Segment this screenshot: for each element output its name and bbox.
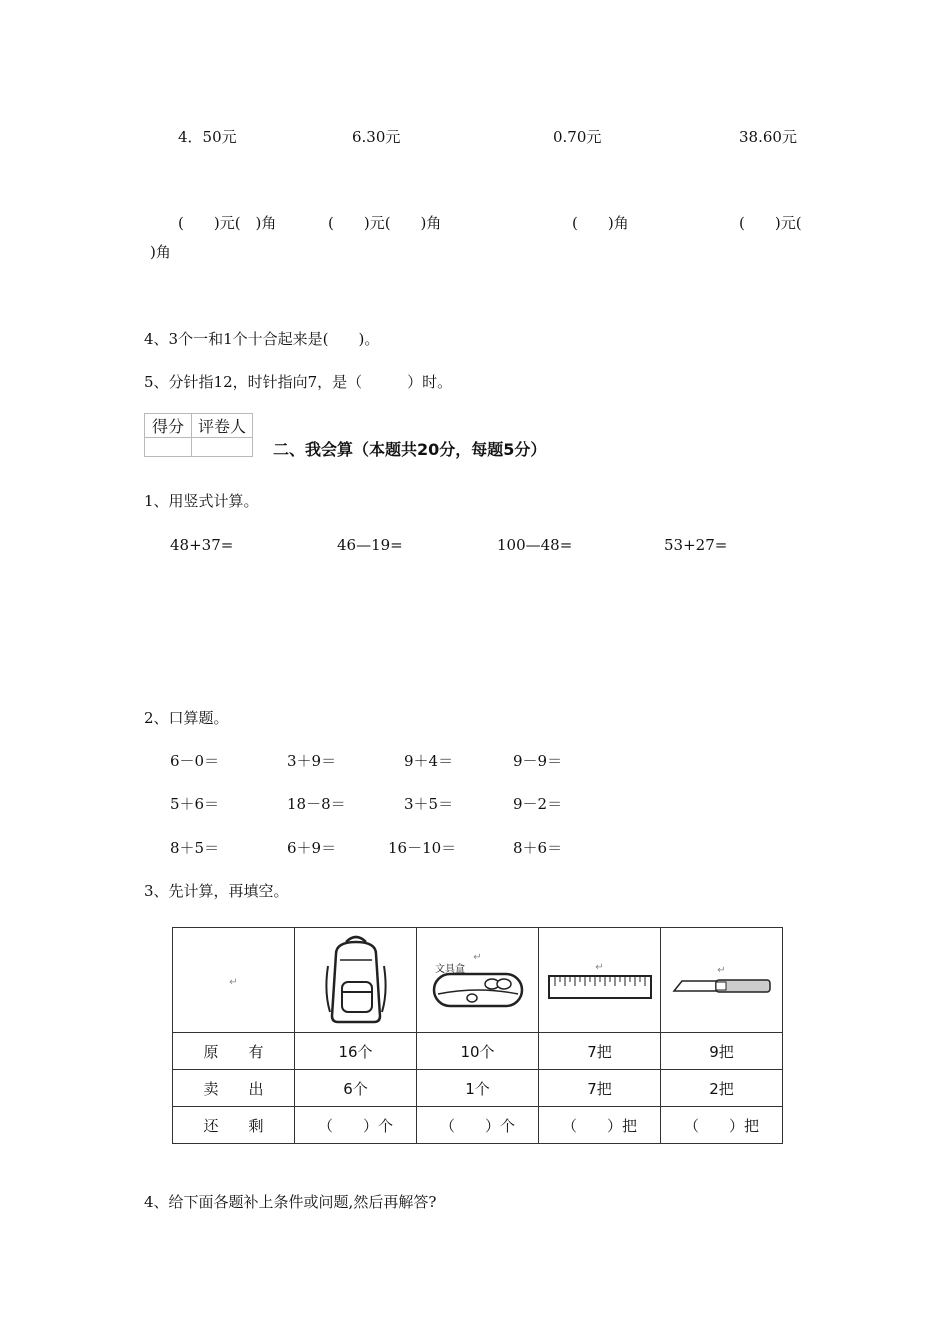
return-mark: ↵ <box>229 977 238 988</box>
return-mark: ↵ <box>717 965 726 976</box>
money-blank-3: ( )角 <box>572 214 629 232</box>
vertical-problem-1: 48+37= <box>170 536 234 554</box>
have-backpack: 16个 <box>295 1033 417 1070</box>
oral-problem: 6－0＝ <box>170 752 220 770</box>
oral-problem: 18－8＝ <box>287 795 346 813</box>
s2q3-title: 3、先计算，再填空。 <box>144 882 289 900</box>
backpack-icon <box>324 932 388 1024</box>
inventory-table <box>172 927 783 1144</box>
pencil-case-label: 文具盒 <box>435 964 465 975</box>
backpack-cell <box>295 928 417 1033</box>
oral-problem: 9－2＝ <box>513 795 563 813</box>
vertical-problem-3: 100—48= <box>497 536 573 554</box>
sold-backpack: 6个 <box>295 1070 417 1107</box>
knife-cell <box>661 928 783 1033</box>
question-5: 5、分针指12，时针指向7，是（ ）时。 <box>144 373 453 391</box>
s2q2-title: 2、口算题。 <box>144 709 229 727</box>
left-backpack: （ ）个 <box>295 1107 417 1144</box>
have-pencil-case: 10个 <box>417 1033 539 1070</box>
vertical-problem-2: 46—19= <box>337 536 403 554</box>
corner-cell <box>173 928 295 1033</box>
have-knife: 9把 <box>661 1033 783 1070</box>
oral-problem: 3＋5＝ <box>404 795 454 813</box>
money-amount-4: 38.60元 <box>739 128 797 146</box>
row-label-have: 原 有 <box>173 1033 295 1070</box>
ruler-icon <box>547 974 653 1000</box>
left-pencil-case: （ ）个 <box>417 1107 539 1144</box>
s2q4-title: 4、给下面各题补上条件或问题,然后再解答? <box>144 1193 437 1211</box>
left-knife: （ ）把 <box>661 1107 783 1144</box>
section-2-title: 二、我会算（本题共20分，每题5分） <box>273 440 547 459</box>
money-amount-3: 0.70元 <box>553 128 602 146</box>
money-blank-tail: )角 <box>150 243 171 261</box>
sold-pencil-case: 1个 <box>417 1070 539 1107</box>
have-ruler: 7把 <box>539 1033 661 1070</box>
pencil-case-cell <box>417 928 539 1033</box>
score-cell <box>145 438 192 457</box>
oral-problem: 6＋9＝ <box>287 839 337 857</box>
oral-problem: 9＋4＝ <box>404 752 454 770</box>
sold-ruler: 7把 <box>539 1070 661 1107</box>
return-mark: ↵ <box>473 952 482 963</box>
money-blank-2: ( )元( )角 <box>328 214 442 232</box>
return-mark: ↵ <box>595 962 604 973</box>
reviewer-cell <box>192 438 253 457</box>
oral-problem: 5＋6＝ <box>170 795 220 813</box>
oral-problem: 8＋6＝ <box>513 839 563 857</box>
oral-problem: 8＋5＝ <box>170 839 220 857</box>
money-amount-1: 4．50元 <box>178 128 237 146</box>
left-ruler: （ ）把 <box>539 1107 661 1144</box>
row-label-sold: 卖 出 <box>173 1070 295 1107</box>
money-amount-2: 6.30元 <box>352 128 401 146</box>
score-label: 得分 <box>145 414 192 438</box>
question-4: 4、3个一和1个十合起来是( )。 <box>144 330 380 348</box>
score-box <box>144 413 253 457</box>
sold-knife: 2把 <box>661 1070 783 1107</box>
ruler-cell <box>539 928 661 1033</box>
money-blank-4: ( )元( <box>739 214 802 232</box>
oral-problem: 3＋9＝ <box>287 752 337 770</box>
utility-knife-icon <box>672 977 772 997</box>
s2q1-title: 1、用竖式计算。 <box>144 492 259 510</box>
money-blank-1: ( )元( )角 <box>178 214 277 232</box>
vertical-problem-4: 53+27= <box>664 536 728 554</box>
oral-problem: 16－10＝ <box>388 839 457 857</box>
row-label-left: 还 剩 <box>173 1107 295 1144</box>
oral-problem: 9－9＝ <box>513 752 563 770</box>
reviewer-label: 评卷人 <box>192 414 253 438</box>
